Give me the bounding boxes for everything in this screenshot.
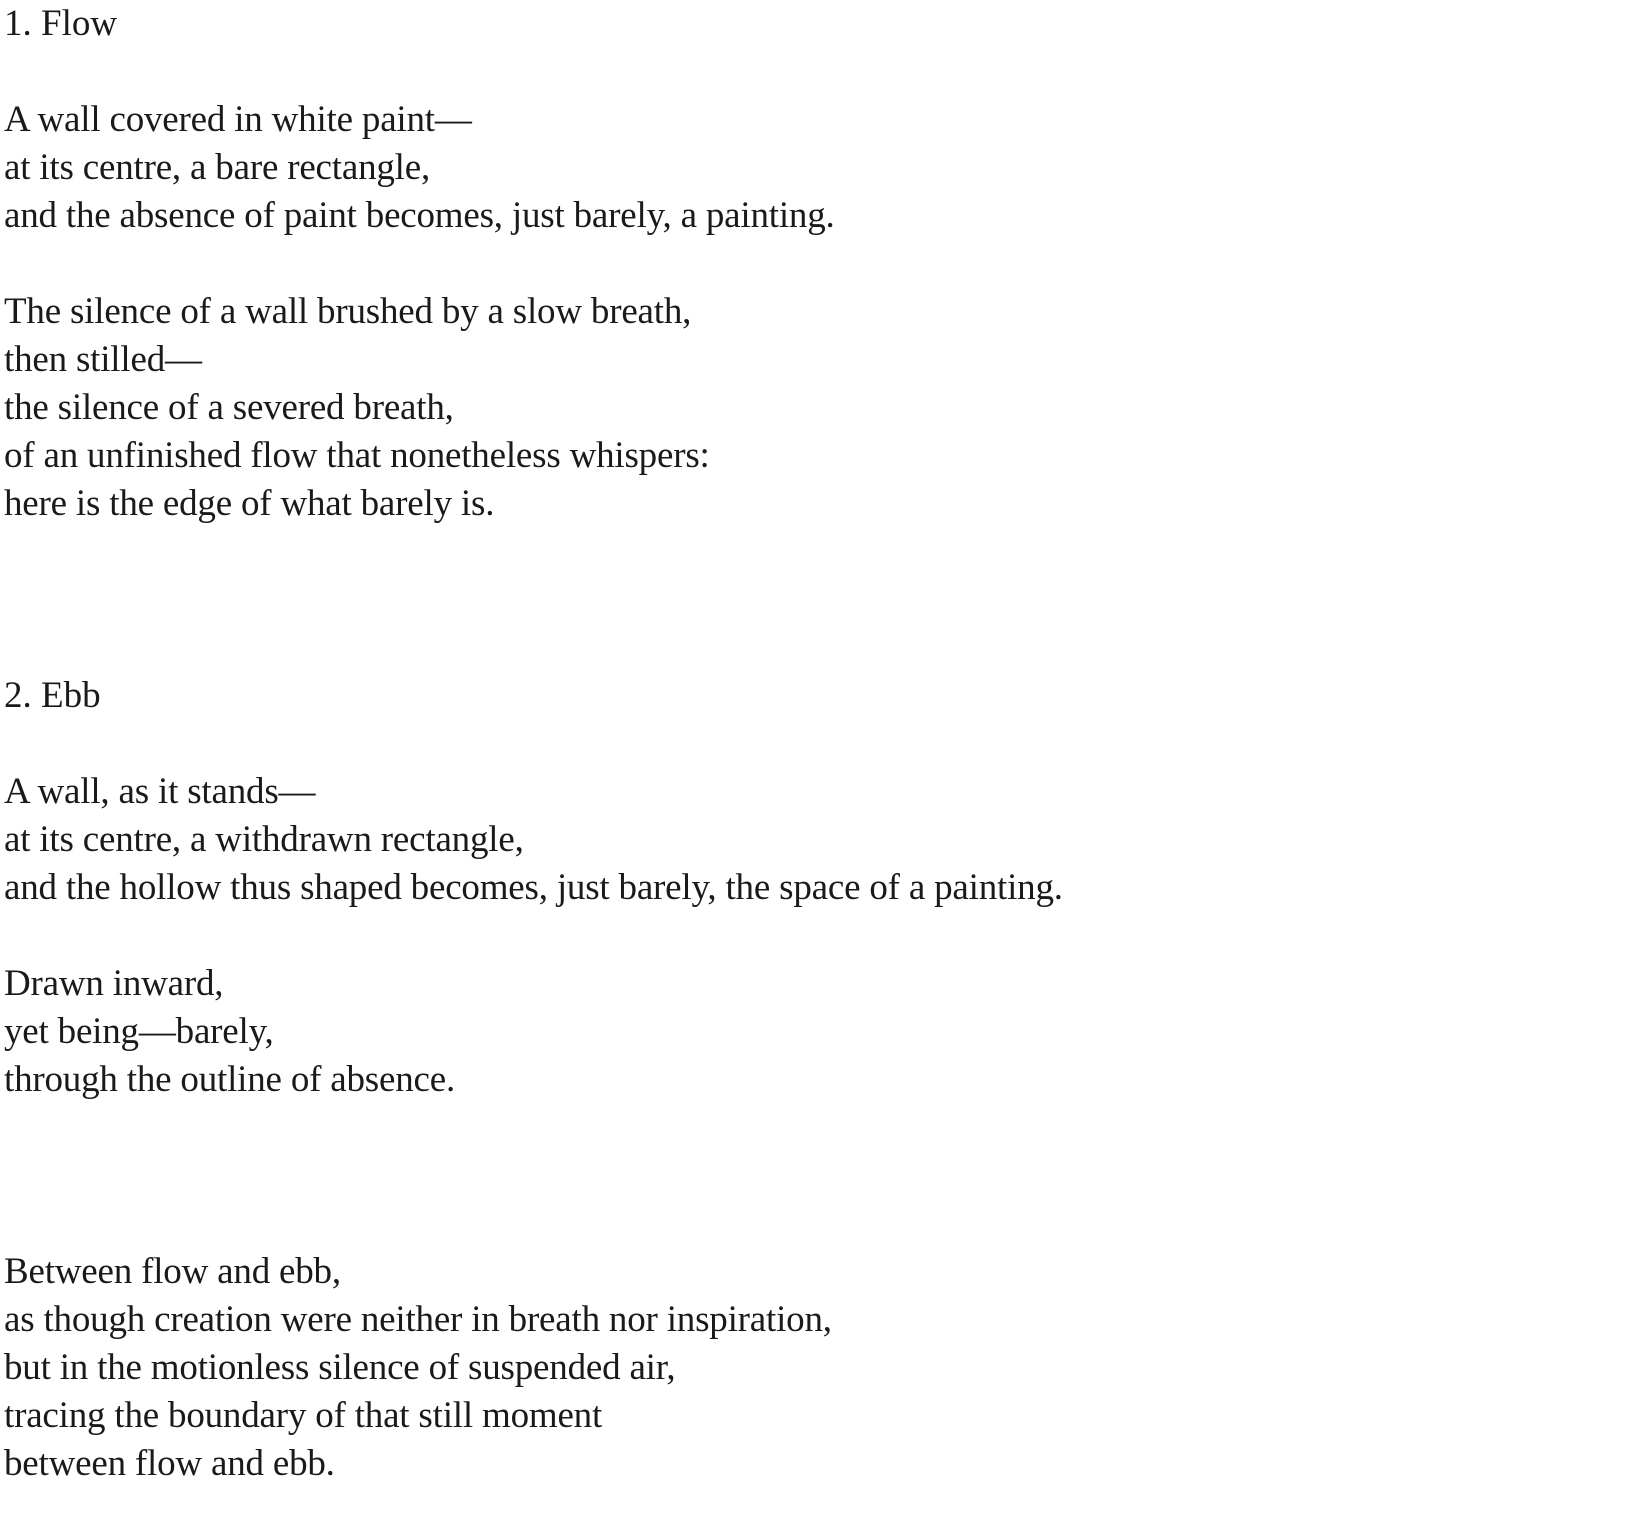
poem-line: The silence of a wall brushed by a slow breath, (4, 291, 692, 332)
poem-line: tracing the boundary of that still moment (4, 1395, 603, 1436)
stanza (4, 960, 1634, 1104)
stanza-spacer (4, 48, 1634, 96)
poem-line: and the absence of paint becomes, just barely, a painting. (4, 195, 835, 236)
stanza (4, 288, 1634, 528)
stanza (4, 96, 1634, 240)
poem-line: Drawn inward, (4, 963, 224, 1004)
poem-line: yet being—barely, (4, 1011, 274, 1052)
poem-line: of an unfinished flow that nonetheless whispers: (4, 435, 710, 476)
poem-document (4, 0, 1634, 1488)
poem-line: at its centre, a bare rectangle, (4, 147, 431, 188)
poem-line: at its centre, a withdrawn rectangle, (4, 819, 524, 860)
section-spacer (4, 528, 1634, 672)
coda-stanza (4, 1248, 1634, 1488)
poem-line: then stilled— (4, 339, 202, 380)
poem-line: but in the motionless silence of suspended air, (4, 1347, 676, 1388)
stanza-spacer (4, 240, 1634, 288)
stanza (4, 768, 1634, 912)
section-title: 2. Ebb (4, 675, 101, 716)
poem-line: through the outline of absence. (4, 1059, 456, 1100)
poem-line: between flow and ebb. (4, 1443, 335, 1484)
poem-line: Between flow and ebb, (4, 1251, 341, 1292)
section-title: 1. Flow (4, 3, 118, 44)
section-ebb (4, 672, 1634, 1104)
poem-line: A wall, as it stands— (4, 771, 316, 812)
stanza-spacer (4, 912, 1634, 960)
section-flow (4, 0, 1634, 528)
stanza-spacer (4, 720, 1634, 768)
poem-line: A wall covered in white paint— (4, 99, 472, 140)
section-spacer (4, 1104, 1634, 1248)
poem-line: here is the edge of what barely is. (4, 483, 495, 524)
poem-line: and the hollow thus shaped becomes, just barely, the space of a painting. (4, 867, 1063, 908)
poem-line: the silence of a severed breath, (4, 387, 454, 428)
poem-line: as though creation were neither in breath nor inspiration, (4, 1299, 832, 1340)
